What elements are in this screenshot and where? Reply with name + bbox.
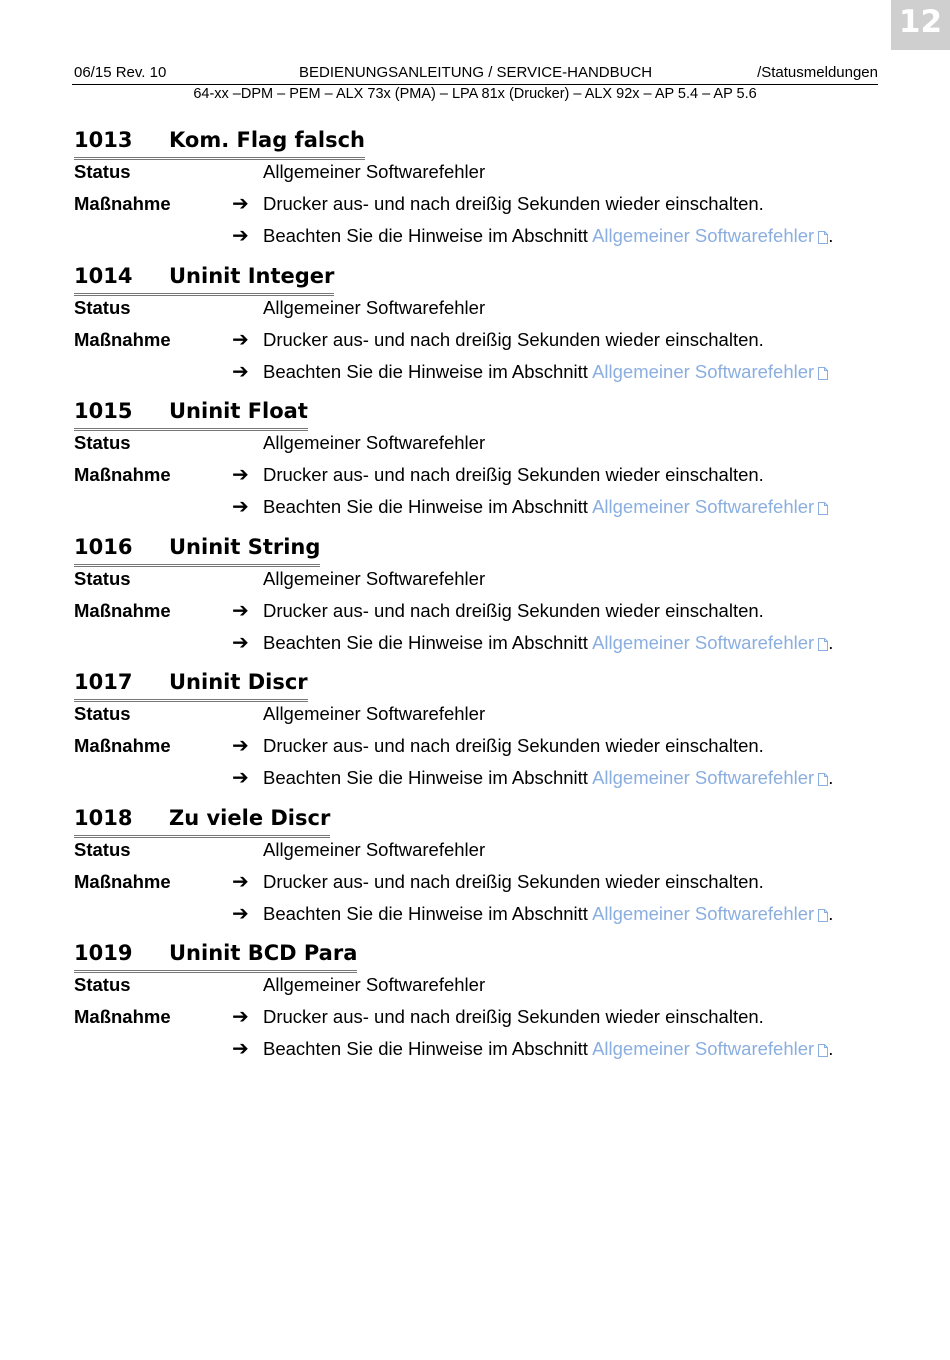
hint-prefix: Beachten Sie die Hinweise im Abschnitt <box>263 902 593 924</box>
arrow-icon: ➔ <box>232 631 249 654</box>
status-entry <box>74 263 874 399</box>
entry-title: Uninit Discr <box>169 670 308 694</box>
header-subtitle: 64-xx –DPM – PEM – ALX 73x (PMA) – LPA 81x (Drucker) – ALX 92x – AP 5.4 – AP 5.6 <box>193 86 757 102</box>
measure-label: Maßnahme <box>74 599 171 621</box>
arrow-icon: ➔ <box>232 767 249 789</box>
arrow-icon: ➔ <box>232 496 249 518</box>
arrow-icon: ➔ <box>232 328 249 351</box>
header-divider <box>72 84 878 85</box>
status-label: Status <box>74 296 131 318</box>
arrow-icon: ➔ <box>232 193 249 215</box>
document-icon[interactable] <box>818 638 828 651</box>
hint-suffix: . <box>828 631 834 653</box>
arrow-icon: ➔ <box>232 464 249 486</box>
section-link[interactable]: Allgemeiner Softwarefehler <box>592 767 815 788</box>
section-link[interactable]: Allgemeiner Softwarefehler <box>592 360 815 382</box>
status-entry <box>74 940 874 1076</box>
entry-heading <box>74 805 330 838</box>
status-value: Allgemeiner Softwarefehler <box>263 161 486 182</box>
status-value: Allgemeiner Softwarefehler <box>263 567 486 589</box>
status-value: Allgemeiner Softwarefehler <box>263 974 486 995</box>
arrow-icon: ➔ <box>232 599 249 622</box>
section-link[interactable]: Allgemeiner Softwarefehler <box>592 902 815 924</box>
status-label: Status <box>74 703 131 724</box>
arrow-icon: ➔ <box>232 870 249 893</box>
entry-heading <box>74 127 365 160</box>
section-link[interactable]: Allgemeiner Softwarefehler <box>592 631 815 653</box>
entry-code: 1014 <box>74 263 133 288</box>
entry-code: 1013 <box>74 128 133 152</box>
document-icon[interactable] <box>818 231 828 244</box>
entry-code: 1016 <box>74 534 133 559</box>
hint-prefix: Beachten Sie die Hinweise im Abschnitt <box>263 767 593 788</box>
section-link[interactable]: Allgemeiner Softwarefehler <box>592 1038 815 1059</box>
entry-code: 1019 <box>74 941 133 965</box>
hint-text <box>263 1036 833 1062</box>
hint-suffix: . <box>828 902 834 924</box>
hint-text <box>263 494 828 520</box>
entry-heading <box>74 534 320 567</box>
arrow-icon: ➔ <box>232 735 249 757</box>
hint-prefix: Beachten Sie die Hinweise im Abschnitt <box>263 225 593 246</box>
arrow-icon: ➔ <box>232 225 249 247</box>
entry-code: 1017 <box>74 670 133 694</box>
hint-text <box>263 630 833 656</box>
measure-text: Drucker aus- und nach dreißig Sekunden wieder einschalten. <box>263 870 764 892</box>
measure-text: Drucker aus- und nach dreißig Sekunden wieder einschalten. <box>263 1006 764 1027</box>
entry-heading <box>74 940 357 973</box>
status-entry <box>74 534 874 670</box>
measure-text: Drucker aus- und nach dreißig Sekunden wieder einschalten. <box>263 599 764 621</box>
hint-prefix: Beachten Sie die Hinweise im Abschnitt <box>263 496 593 517</box>
status-entry <box>74 398 874 534</box>
hint-text <box>263 901 833 927</box>
status-message-list <box>74 127 874 1076</box>
entries-container <box>74 127 874 1076</box>
status-label: Status <box>74 838 131 860</box>
entry-title: Uninit Float <box>169 399 308 423</box>
status-label: Status <box>74 432 131 453</box>
status-value: Allgemeiner Softwarefehler <box>263 296 486 318</box>
header-section: /Statusmeldungen <box>757 64 878 81</box>
entry-heading <box>74 263 334 296</box>
entry-title: Uninit Integer <box>169 263 335 288</box>
hint-text <box>263 223 833 249</box>
document-icon[interactable] <box>818 502 828 515</box>
chapter-tab: 12 <box>891 0 950 50</box>
entry-code: 1018 <box>74 805 133 830</box>
status-label: Status <box>74 567 131 589</box>
status-value: Allgemeiner Softwarefehler <box>263 838 486 860</box>
status-value: Allgemeiner Softwarefehler <box>263 432 486 453</box>
entry-title: Zu viele Discr <box>169 805 331 830</box>
hint-prefix: Beachten Sie die Hinweise im Abschnitt <box>263 631 593 653</box>
hint-prefix: Beachten Sie die Hinweise im Abschnitt <box>263 1038 593 1059</box>
entry-heading <box>74 398 308 431</box>
status-entry <box>74 127 874 263</box>
document-icon[interactable] <box>818 367 828 380</box>
arrow-icon: ➔ <box>232 360 249 383</box>
arrow-icon: ➔ <box>232 1006 249 1028</box>
section-link[interactable]: Allgemeiner Softwarefehler <box>592 225 815 246</box>
entry-title: Kom. Flag falsch <box>169 128 365 152</box>
hint-text <box>263 359 828 385</box>
measure-label: Maßnahme <box>74 735 171 756</box>
measure-label: Maßnahme <box>74 464 171 485</box>
hint-suffix: . <box>828 225 834 246</box>
hint-text <box>263 765 833 791</box>
hint-suffix: . <box>828 767 834 788</box>
measure-label: Maßnahme <box>74 870 171 892</box>
hint-suffix: . <box>828 1038 834 1059</box>
measure-text: Drucker aus- und nach dreißig Sekunden wieder einschalten. <box>263 464 764 485</box>
measure-label: Maßnahme <box>74 1006 171 1027</box>
entry-title: Uninit String <box>169 534 321 559</box>
header-title: BEDIENUNGSANLEITUNG / SERVICE-HANDBUCH <box>299 64 653 81</box>
entry-heading <box>74 669 308 702</box>
status-label: Status <box>74 974 131 995</box>
measure-text: Drucker aus- und nach dreißig Sekunden wieder einschalten. <box>263 735 764 756</box>
measure-text: Drucker aus- und nach dreißig Sekunden wieder einschalten. <box>263 193 764 214</box>
status-value: Allgemeiner Softwarefehler <box>263 703 486 724</box>
status-label: Status <box>74 161 131 182</box>
document-icon[interactable] <box>818 773 828 786</box>
status-entry <box>74 805 874 941</box>
measure-text: Drucker aus- und nach dreißig Sekunden wieder einschalten. <box>263 328 764 350</box>
measure-label: Maßnahme <box>74 328 171 350</box>
section-link[interactable]: Allgemeiner Softwarefehler <box>592 496 815 517</box>
header-revision: 06/15 Rev. 10 <box>74 64 167 81</box>
document-icon[interactable] <box>818 909 828 922</box>
status-entry <box>74 669 874 805</box>
entry-code: 1015 <box>74 399 133 423</box>
arrow-icon: ➔ <box>232 902 249 925</box>
document-icon[interactable] <box>818 1044 828 1057</box>
measure-label: Maßnahme <box>74 193 171 214</box>
hint-prefix: Beachten Sie die Hinweise im Abschnitt <box>263 360 593 382</box>
page-header <box>74 64 878 82</box>
entry-title: Uninit BCD Para <box>169 941 358 965</box>
arrow-icon: ➔ <box>232 1038 249 1060</box>
